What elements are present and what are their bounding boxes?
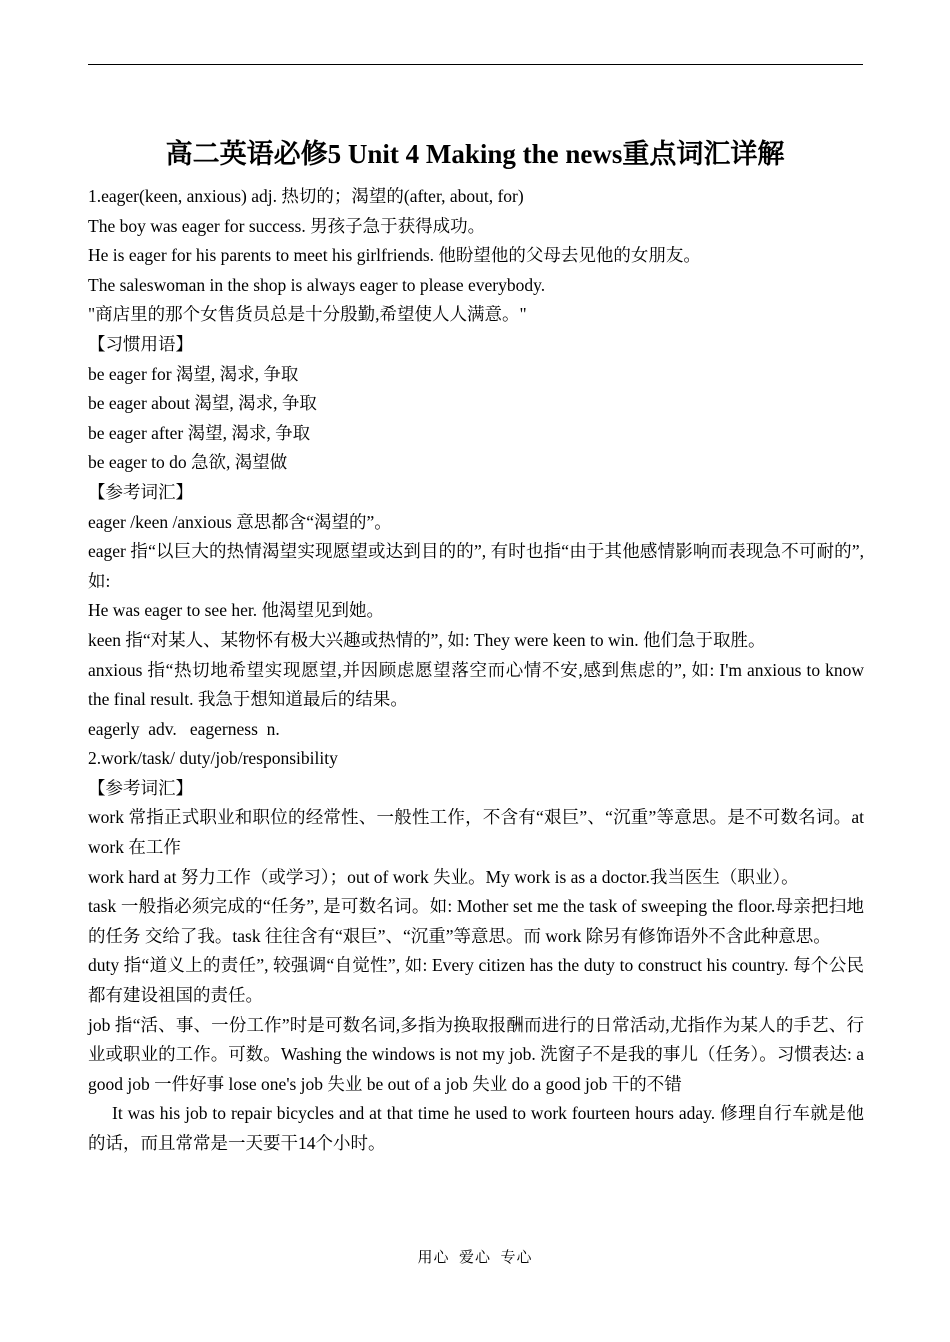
paragraph: 2.work/task/ duty/job/responsibility [88, 748, 338, 769]
paragraph: It was his job to repair bicycles and at that time he used to work fourteen hours aday. 修理自行车就是他的话，而且常常是一天要干14个小时。 [88, 1103, 864, 1153]
section-heading: 【参考词汇】 [88, 777, 193, 798]
paragraph: be eager to do 急欲, 渴望做 [88, 452, 288, 473]
paragraph: job 指“活、事、一份工作”时是可数名词,多指为换取报酬而进行的日常活动,尤指作为某人的手艺、行业或职业的工作。可数。Washing the windows is not my job. 洗窗子不是我的事儿（任务）。习惯表达: a good job 一件好事 lose one's job 失业 be out of a job 失业 do a good job 干的不错 [88, 1014, 864, 1094]
paragraph: The boy was eager for success. 男孩子急于获得成功。 [88, 215, 486, 236]
paragraph: work 常指正式职业和职位的经常性、一般性工作，不含有“艰巨”、“沉重”等意思。是不可数名词。at work 在工作 [88, 807, 864, 858]
document-body [88, 182, 864, 1159]
paragraph: eager 指“以巨大的热情渴望实现愿望或达到目的的”, 有时也指“由于其他感情影响而表现急不可耐的”, 如: [88, 541, 864, 591]
paragraph: task 一般指必须完成的“任务”, 是可数名词。如: Mother set me the task of sweeping the floor.母亲把扫地的任务 交给了我。task 往往含有“艰巨”、“沉重”等意思。而 work 除另有修饰语外不含此种意思。 [88, 896, 864, 946]
paragraph: anxious 指“热切地希望实现愿望,并因顾虑愿望落空而心情不安,感到焦虑的”, 如: I'm anxious to know the final result. 我急于想知道最后的结果。 [88, 659, 864, 710]
paragraph: "商店里的那个女售货员总是十分殷勤,希望使人人满意。" [88, 304, 527, 325]
paragraph: duty 指“道义上的责任”, 较强调“自觉性”, 如: Every citizen has the duty to construct his country. 每个公民都有建设祖国的责任。 [88, 955, 864, 1006]
section-heading: 【习惯用语】 [88, 333, 193, 354]
page-footer: 用心 爱心 专心 [417, 1250, 533, 1266]
header-rule [88, 64, 863, 65]
paragraph: be eager about 渴望, 渴求, 争取 [88, 393, 317, 414]
paragraph: be eager after 渴望, 渴求, 争取 [88, 422, 311, 443]
paragraph: eagerly adv. eagerness n. [88, 718, 280, 739]
paragraph: eager /keen /anxious 意思都含“渴望的”。 [88, 511, 392, 532]
paragraph: 1.eager(keen, anxious) adj. 热切的；渴望的(after, about, for) [88, 186, 524, 206]
paragraph: keen 指“对某人、某物怀有极大兴趣或热情的”, 如: They were keen to win. 他们急于取胜。 [88, 629, 766, 650]
section-heading: 【参考词汇】 [88, 481, 193, 502]
paragraph: He was eager to see her. 他渴望见到她。 [88, 600, 384, 621]
page-title: 高二英语必修5 Unit 4 Making the news重点词汇详解 [165, 139, 785, 169]
paragraph: be eager for 渴望, 渴求, 争取 [88, 363, 299, 384]
paragraph: work hard at 努力工作（或学习）；out of work 失业。My work is as a doctor.我当医生（职业）。 [88, 866, 799, 887]
paragraph: He is eager for his parents to meet his girlfriends. 他盼望他的父母去见他的女朋友。 [88, 245, 701, 266]
paragraph: The saleswoman in the shop is always eager to please everybody. [88, 274, 546, 295]
